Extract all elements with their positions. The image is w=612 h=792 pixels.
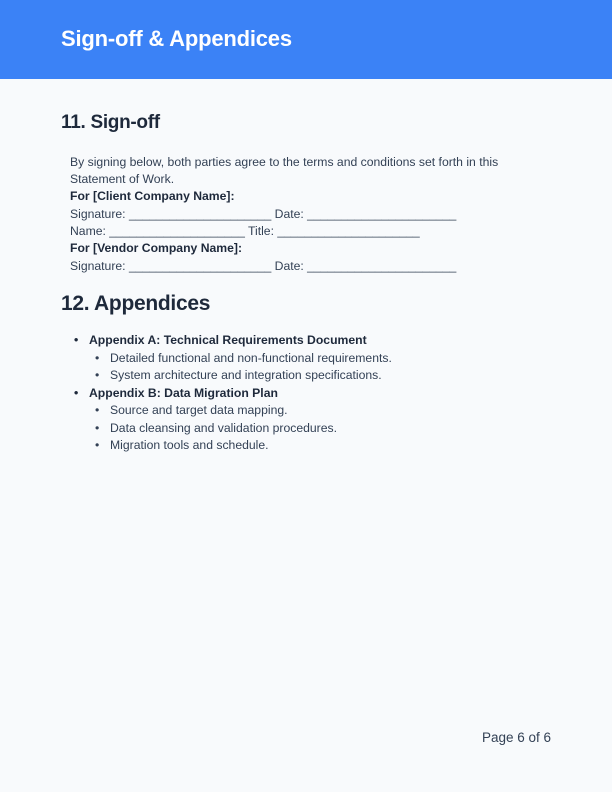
list-item: [95, 437, 612, 455]
bullet-icon: •: [74, 385, 79, 400]
section-heading-signoff: 11. Sign-off: [61, 112, 160, 133]
list-item: [74, 385, 612, 455]
list-item: [95, 367, 612, 385]
appendix-subitem-label: Detailed functional and non-functional requirements.: [110, 350, 392, 365]
bullet-icon: •: [95, 350, 100, 365]
appendix-subitem-label: System architecture and integration specifications.: [110, 368, 382, 383]
section-signoff: [0, 112, 612, 273]
signoff-line-client-heading: For [Client Company Name]:: [70, 189, 235, 204]
appendix-subitem-label: Data cleansing and validation procedures.: [110, 420, 337, 435]
appendix-sublist: [89, 350, 612, 385]
appendix-label: Appendix A: Technical Requirements Document: [89, 333, 367, 348]
appendix-label: Appendix B: Data Migration Plan: [89, 385, 278, 400]
signoff-line-client-name: Name: ____________________ Title: _____________________: [70, 223, 420, 238]
bullet-icon: •: [95, 368, 100, 383]
list-item: [74, 332, 612, 385]
appendix-sublist: [89, 402, 612, 455]
section-appendices: [0, 291, 612, 455]
page-title: Sign-off & Appendices: [61, 26, 292, 52]
signoff-line-vendor-heading: For [Vendor Company Name]:: [70, 241, 242, 256]
bullet-icon: •: [95, 420, 100, 435]
signoff-line-intro: By signing below, both parties agree to the terms and conditions set forth in this Statement of Work.: [70, 154, 502, 187]
page-header: [0, 0, 612, 79]
bullet-icon: •: [74, 333, 79, 348]
page-number: Page 6 of 6: [481, 730, 551, 745]
signoff-line-vendor-signature: Signature: _____________________ Date: ______________________: [70, 258, 457, 273]
signoff-text-block: [70, 154, 540, 273]
page-footer: [0, 728, 612, 748]
appendix-subitem-label: Source and target data mapping.: [110, 403, 288, 418]
bullet-icon: •: [95, 403, 100, 418]
document-content: [0, 79, 612, 792]
bullet-icon: •: [95, 438, 100, 453]
section-heading-appendices: 12. Appendices: [61, 292, 211, 315]
appendix-subitem-label: Migration tools and schedule.: [110, 438, 269, 453]
list-item: [95, 420, 612, 438]
appendix-list: [0, 332, 612, 455]
signoff-line-client-signature: Signature: _____________________ Date: ______________________: [70, 206, 457, 221]
list-item: [95, 402, 612, 420]
list-item: [95, 350, 612, 368]
